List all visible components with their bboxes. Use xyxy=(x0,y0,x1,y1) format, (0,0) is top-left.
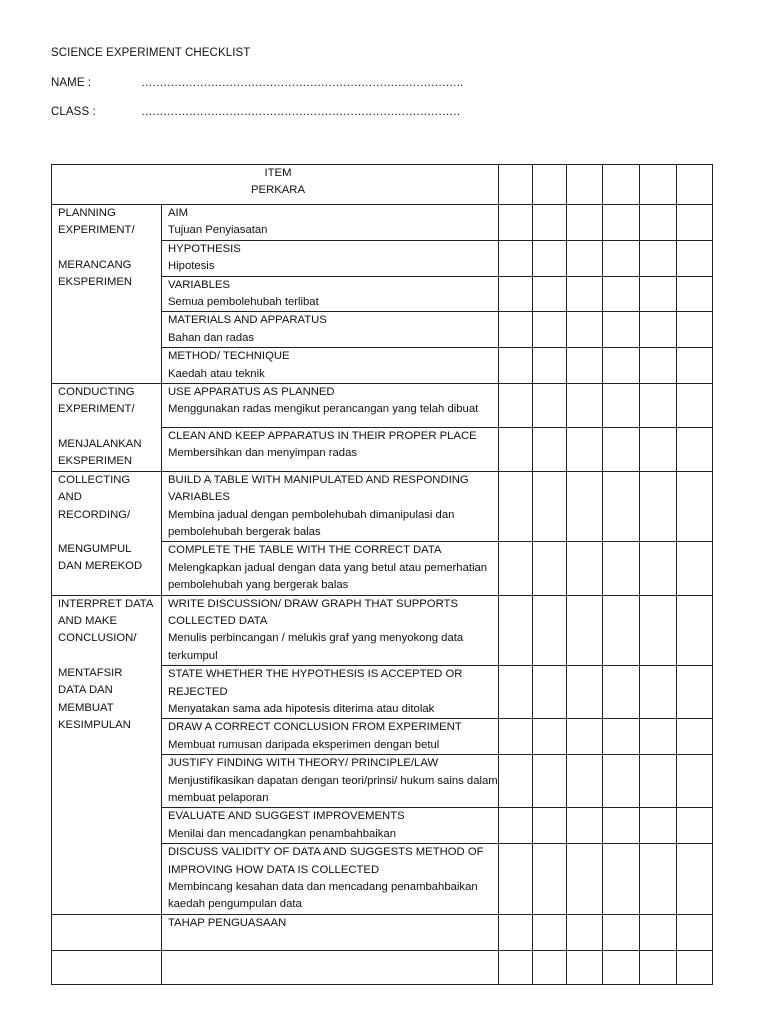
score-cell-g4-i1-2[interactable] xyxy=(533,595,567,666)
item-label-my: Membersihkan dan menyimpan radas xyxy=(168,447,358,460)
category-label-my: DAN MEREKOD xyxy=(58,560,143,573)
item-label-my: Menyatakan sama ada hipotesis diterima atau ditolak xyxy=(168,702,435,715)
score-cell-blank-1[interactable] xyxy=(499,950,533,984)
score-cell-g1-i3-3[interactable] xyxy=(567,276,603,312)
category-label-en: INTERPRET DATA xyxy=(58,597,154,610)
item-header-label: ITEM xyxy=(264,167,292,179)
blank-row xyxy=(52,950,713,984)
score-cell-g4-i1-4[interactable] xyxy=(603,595,640,666)
score-cell-g4-i2-1[interactable] xyxy=(499,666,533,719)
score-cell-g4-i6-6[interactable] xyxy=(677,844,713,915)
score-cell-header-2[interactable] xyxy=(533,165,567,205)
score-cell-g3-i1-3[interactable] xyxy=(567,471,603,542)
score-cell-header-6[interactable] xyxy=(677,165,713,205)
category-label-my: MENGUMPUL xyxy=(58,542,132,555)
score-cell-g1-i2-3[interactable] xyxy=(567,240,603,276)
blank-cell[interactable] xyxy=(52,950,162,984)
score-cell-g2-i2-2[interactable] xyxy=(533,427,567,471)
category-cell xyxy=(52,384,162,472)
score-cell-g2-i1-1[interactable] xyxy=(499,384,533,428)
item-cell xyxy=(162,666,499,719)
item-label-en: DISCUSS VALIDITY OF DATA AND SUGGESTS METHOD OF IMPROVING HOW DATA IS COLLECTED xyxy=(168,846,484,876)
item-label-en: DRAW A CORRECT CONCLUSION FROM EXPERIMENT xyxy=(168,721,462,734)
score-cell-g1-i5-4[interactable] xyxy=(603,348,640,384)
score-cell-g1-i1-3[interactable] xyxy=(567,205,603,241)
score-cell-g1-i1-2[interactable] xyxy=(533,205,567,241)
score-cell-g4-i5-5[interactable] xyxy=(640,808,677,844)
item-cell xyxy=(162,276,499,312)
score-cell-g4-i6-5[interactable] xyxy=(640,844,677,915)
score-cell-g3-i2-2[interactable] xyxy=(533,542,567,595)
score-cell-g1-i3-2[interactable] xyxy=(533,276,567,312)
item-label-my: Kaedah atau teknik xyxy=(168,367,265,380)
item-label-my: Membina jadual dengan pembolehubah dimanipulasi dan pembolehubah bergerak balas xyxy=(168,508,455,538)
score-cell-blank-3[interactable] xyxy=(567,950,603,984)
score-cell-g2-i2-5[interactable] xyxy=(640,427,677,471)
score-cell-g4-i6-4[interactable] xyxy=(603,844,640,915)
item-cell xyxy=(162,595,499,666)
item-cell xyxy=(162,312,499,348)
name-label: NAME : xyxy=(51,77,92,89)
item-cell xyxy=(162,755,499,808)
item-cell xyxy=(162,844,499,915)
category-label-my: MEMBUAT xyxy=(58,701,114,714)
item-cell xyxy=(162,542,499,595)
category-cell xyxy=(52,205,162,384)
score-cell-g2-i2-6[interactable] xyxy=(677,427,713,471)
category-label-my: KESIMPULAN xyxy=(58,718,131,731)
score-cell-g2-i2-4[interactable] xyxy=(603,427,640,471)
score-cell-mastery-4[interactable] xyxy=(603,914,640,950)
category-label-en: AND MAKE xyxy=(58,614,118,627)
score-cell-g1-i5-6[interactable] xyxy=(677,348,713,384)
item-label-en: EVALUATE AND SUGGEST IMPROVEMENTS xyxy=(168,810,405,823)
item-cell xyxy=(162,348,499,384)
item-cell xyxy=(162,240,499,276)
score-cell-g2-i1-6[interactable] xyxy=(677,384,713,428)
item-label-en: MATERIALS AND APPARATUS xyxy=(168,314,327,327)
item-label-en: WRITE DISCUSSION/ DRAW GRAPH THAT SUPPORTS COLLECTED DATA xyxy=(168,597,458,627)
category-label-en: CONDUCTING xyxy=(58,386,135,399)
score-cell-g1-i2-1[interactable] xyxy=(499,240,533,276)
item-label-my: Tujuan Penyiasatan xyxy=(168,224,268,237)
score-cell-g4-i4-3[interactable] xyxy=(567,755,603,808)
category-spacer xyxy=(58,648,161,665)
score-cell-g4-i5-4[interactable] xyxy=(603,808,640,844)
category-label-en: AND xyxy=(58,491,82,504)
category-spacer xyxy=(58,419,161,436)
item-label-my: Melengkapkan jadual dengan data yang betul atau pemerhatian pembolehubah yang bergerak balas xyxy=(168,561,488,592)
item-label-my: Menjustifikasikan dapatan dengan teori/prinsi/ hukum sains dalam membuat pelaporan xyxy=(168,774,498,804)
score-cell-g1-i3-6[interactable] xyxy=(677,276,713,312)
score-cell-g4-i3-3[interactable] xyxy=(567,719,603,755)
score-cell-g1-i3-1[interactable] xyxy=(499,276,533,312)
score-cell-g3-i1-5[interactable] xyxy=(640,471,677,542)
item-label-en: HYPOTHESIS xyxy=(168,242,241,255)
category-label-my: EKSPERIMEN xyxy=(58,455,133,468)
score-cell-g1-i5-3[interactable] xyxy=(567,348,603,384)
score-cell-g2-i1-5[interactable] xyxy=(640,384,677,428)
score-cell-g1-i4-4[interactable] xyxy=(603,312,640,348)
checklist-table xyxy=(51,164,713,985)
score-cell-header-5[interactable] xyxy=(640,165,677,205)
class-line xyxy=(51,106,460,118)
item-header xyxy=(52,165,499,205)
category-label-my: MENTAFSIR xyxy=(58,666,123,679)
score-cell-g3-i2-1[interactable] xyxy=(499,542,533,595)
score-cell-g4-i5-1[interactable] xyxy=(499,808,533,844)
score-cell-g4-i4-5[interactable] xyxy=(640,755,677,808)
item-label-en: USE APPARATUS AS PLANNED xyxy=(168,386,335,399)
item-label-my: Menggunakan radas mengikut perancangan yang telah dibuat xyxy=(168,403,479,416)
item-label-en: CLEAN AND KEEP APPARATUS IN THEIR PROPER PLACE xyxy=(168,429,477,442)
item-cell xyxy=(162,808,499,844)
score-cell-g4-i1-5[interactable] xyxy=(640,595,677,666)
perkara-header-label: PERKARA xyxy=(251,184,305,197)
score-cell-g2-i2-3[interactable] xyxy=(567,427,603,471)
score-cell-g1-i4-2[interactable] xyxy=(533,312,567,348)
score-cell-mastery-2[interactable] xyxy=(533,914,567,950)
mastery-level-blank-cell xyxy=(52,914,162,950)
score-cell-g3-i2-4[interactable] xyxy=(603,542,640,595)
score-cell-header-1[interactable] xyxy=(499,165,533,205)
score-cell-g4-i3-4[interactable] xyxy=(603,719,640,755)
category-cell xyxy=(52,471,162,595)
score-cell-g4-i5-6[interactable] xyxy=(677,808,713,844)
category-spacer xyxy=(58,524,161,541)
score-cell-g2-i1-2[interactable] xyxy=(533,384,567,428)
score-cell-g4-i6-2[interactable] xyxy=(533,844,567,915)
score-cell-g4-i2-5[interactable] xyxy=(640,666,677,719)
category-label-en: COLLECTING xyxy=(58,473,131,486)
score-cell-g4-i3-1[interactable] xyxy=(499,719,533,755)
score-cell-g4-i4-2[interactable] xyxy=(533,755,567,808)
category-label-my: MENJALANKAN xyxy=(58,437,142,450)
score-cell-g4-i1-3[interactable] xyxy=(567,595,603,666)
category-spacer xyxy=(58,240,161,257)
score-cell-g2-i1-4[interactable] xyxy=(603,384,640,428)
item-label-my: Bahan dan radas xyxy=(168,331,255,344)
item-label-my: Menulis perbincangan / melukis graf yang menyokong data terkumpul xyxy=(168,632,464,662)
table-row xyxy=(52,595,713,666)
score-cell-g4-i4-4[interactable] xyxy=(603,755,640,808)
page-title: SCIENCE EXPERIMENT CHECKLIST xyxy=(51,47,251,59)
score-cell-g1-i4-5[interactable] xyxy=(640,312,677,348)
category-label-my: EKSPERIMEN xyxy=(58,276,133,289)
table-row xyxy=(52,205,713,241)
item-cell xyxy=(162,719,499,755)
score-cell-g3-i1-4[interactable] xyxy=(603,471,640,542)
score-cell-g1-i1-6[interactable] xyxy=(677,205,713,241)
category-label-en: RECORDING/ xyxy=(58,508,131,521)
item-label-my: Hipotesis xyxy=(168,260,215,273)
class-label: CLASS : xyxy=(51,106,96,118)
score-cell-g4-i6-1[interactable] xyxy=(499,844,533,915)
item-cell xyxy=(162,427,499,471)
score-cell-g4-i4-1[interactable] xyxy=(499,755,533,808)
item-label-en: AIM xyxy=(168,207,189,219)
score-cell-g1-i2-2[interactable] xyxy=(533,240,567,276)
item-cell xyxy=(162,384,499,428)
item-cell xyxy=(162,471,499,542)
score-cell-g3-i1-6[interactable] xyxy=(677,471,713,542)
class-field[interactable]: …………………………………………………………………………… xyxy=(141,106,460,118)
item-cell xyxy=(162,205,499,241)
category-label-en: CONCLUSION/ xyxy=(58,632,137,645)
score-cell-header-3[interactable] xyxy=(567,165,603,205)
score-cell-g1-i1-5[interactable] xyxy=(640,205,677,241)
score-cell-g1-i1-1[interactable] xyxy=(499,205,533,241)
score-cell-g4-i3-2[interactable] xyxy=(533,719,567,755)
category-cell xyxy=(52,595,162,914)
name-field[interactable]: ……………………………………………………………………………. xyxy=(141,77,463,89)
score-cell-g1-i5-5[interactable] xyxy=(640,348,677,384)
item-label-my: Membuat rumusan daripada eksperimen dengan betul xyxy=(168,738,440,751)
score-cell-g4-i1-6[interactable] xyxy=(677,595,713,666)
score-cell-g4-i2-2[interactable] xyxy=(533,666,567,719)
item-label-my: Semua pembolehubah terlibat xyxy=(168,296,319,309)
score-cell-mastery-1[interactable] xyxy=(499,914,533,950)
item-label-en: METHOD/ TECHNIQUE xyxy=(168,350,290,363)
score-cell-g1-i2-6[interactable] xyxy=(677,240,713,276)
score-cell-g4-i4-6[interactable] xyxy=(677,755,713,808)
score-cell-g4-i3-6[interactable] xyxy=(677,719,713,755)
score-cell-blank-6[interactable] xyxy=(677,950,713,984)
score-cell-blank-2[interactable] xyxy=(533,950,567,984)
score-cell-mastery-6[interactable] xyxy=(677,914,713,950)
score-cell-g1-i3-4[interactable] xyxy=(603,276,640,312)
score-cell-g3-i2-6[interactable] xyxy=(677,542,713,595)
category-label-en: EXPERIMENT/ xyxy=(58,403,135,416)
score-cell-g2-i1-3[interactable] xyxy=(567,384,603,428)
item-label-en: BUILD A TABLE WITH MANIPULATED AND RESPONDING VARIABLES xyxy=(168,473,469,504)
category-label-en: PLANNING xyxy=(58,207,116,219)
score-cell-g4-i6-3[interactable] xyxy=(567,844,603,915)
score-cell-g4-i3-5[interactable] xyxy=(640,719,677,755)
item-label-my: Menilai dan mencadangkan penambahbaikan xyxy=(168,827,396,840)
category-label-my: MERANCANG xyxy=(58,258,132,271)
table-header-row xyxy=(52,165,713,205)
item-label-en: COMPLETE THE TABLE WITH THE CORRECT DATA xyxy=(168,544,442,557)
score-cell-g4-i2-3[interactable] xyxy=(567,666,603,719)
score-cell-g4-i5-3[interactable] xyxy=(567,808,603,844)
score-cell-g4-i1-1[interactable] xyxy=(499,595,533,666)
score-cell-g3-i1-2[interactable] xyxy=(533,471,567,542)
score-cell-g1-i2-4[interactable] xyxy=(603,240,640,276)
score-cell-g3-i1-1[interactable] xyxy=(499,471,533,542)
item-label-en: VARIABLES xyxy=(168,278,230,291)
score-cell-g1-i1-4[interactable] xyxy=(603,205,640,241)
mastery-level-label: TAHAP PENGUASAAN xyxy=(162,914,499,950)
name-line xyxy=(51,77,463,89)
score-cell-g2-i2-1[interactable] xyxy=(499,427,533,471)
score-cell-g3-i2-3[interactable] xyxy=(567,542,603,595)
score-cell-mastery-3[interactable] xyxy=(567,914,603,950)
mastery-level-row xyxy=(52,914,713,950)
blank-cell[interactable] xyxy=(162,950,499,984)
score-cell-g1-i5-2[interactable] xyxy=(533,348,567,384)
score-cell-g1-i2-5[interactable] xyxy=(640,240,677,276)
table-row xyxy=(52,471,713,542)
category-label-en: EXPERIMENT/ xyxy=(58,224,135,237)
score-cell-g4-i2-4[interactable] xyxy=(603,666,640,719)
item-label-en: JUSTIFY FINDING WITH THEORY/ PRINCIPLE/LAW xyxy=(168,757,439,770)
score-cell-header-4[interactable] xyxy=(603,165,640,205)
score-cell-g3-i2-5[interactable] xyxy=(640,542,677,595)
score-cell-g1-i4-3[interactable] xyxy=(567,312,603,348)
score-cell-g1-i4-6[interactable] xyxy=(677,312,713,348)
category-label-my: DATA DAN xyxy=(58,684,113,697)
score-cell-mastery-5[interactable] xyxy=(640,914,677,950)
score-cell-blank-5[interactable] xyxy=(640,950,677,984)
item-label-my: Membincang kesahan data dan mencadang penambahbaikan kaedah pengumpulan data xyxy=(168,881,478,911)
score-cell-g1-i3-5[interactable] xyxy=(640,276,677,312)
score-cell-g1-i4-1[interactable] xyxy=(499,312,533,348)
score-cell-blank-4[interactable] xyxy=(603,950,640,984)
score-cell-g1-i5-1[interactable] xyxy=(499,348,533,384)
score-cell-g4-i2-6[interactable] xyxy=(677,666,713,719)
table-row xyxy=(52,384,713,428)
score-cell-g4-i5-2[interactable] xyxy=(533,808,567,844)
item-label-en: STATE WHETHER THE HYPOTHESIS IS ACCEPTED OR REJECTED xyxy=(168,668,463,698)
